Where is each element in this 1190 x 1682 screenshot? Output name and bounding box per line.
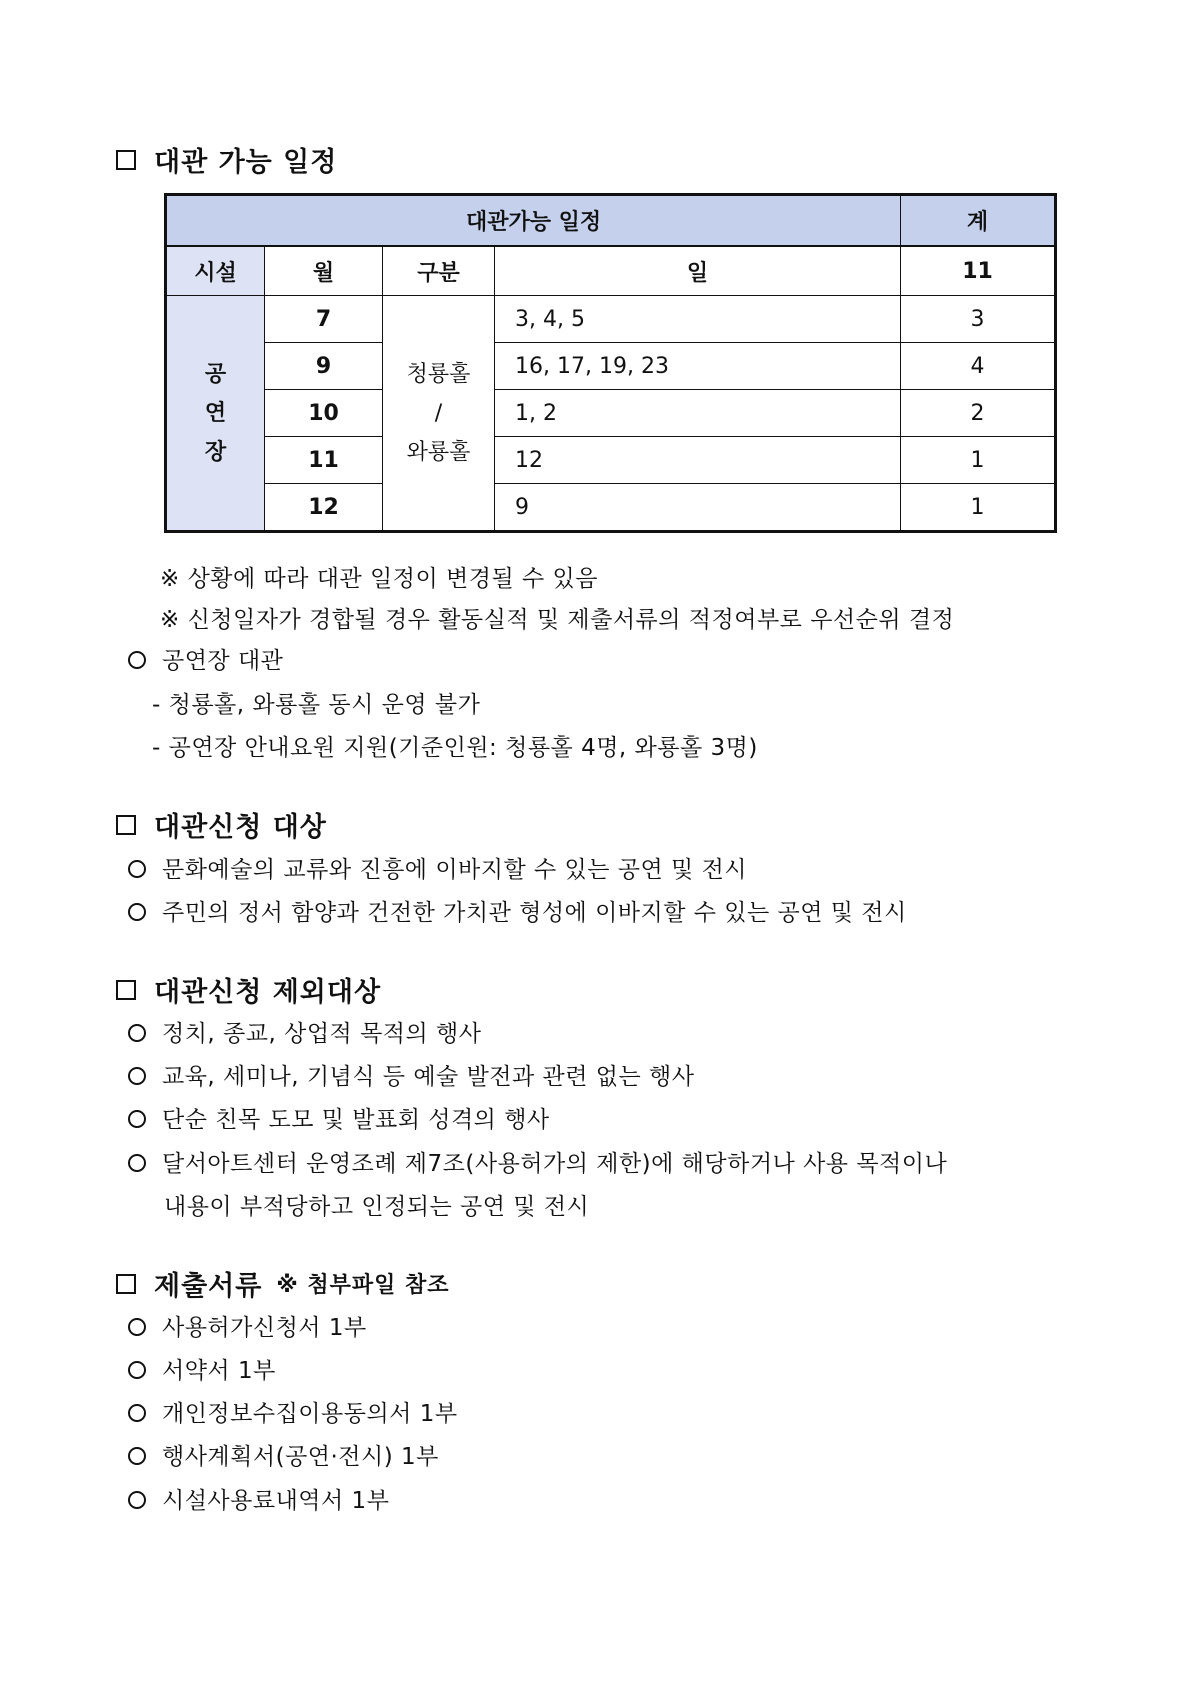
hall-line: 청룡홀 [406,361,471,387]
list-item-text: 단순 친목 도모 및 발표회 성격의 행사 [162,1107,550,1133]
venue-item: - 청룡홀, 와룡홀 동시 운영 불가 [152,692,481,718]
note-line: ※ 신청일자가 경합될 경우 활동실적 및 제출서류의 적정여부로 우선순위 결정 [160,607,955,633]
list-item [128,851,747,884]
circle-bullet-icon [128,1067,146,1085]
list-item [128,1395,458,1428]
table-subheader-row [166,246,1056,296]
table-header-row [166,195,1056,247]
facility-char: 공 [204,361,227,387]
list-item-text: 서약서 1부 [162,1358,276,1384]
section-note: ※ 첨부파일 참조 [276,1273,450,1298]
list-item-text: 교육, 세미나, 기념식 등 예술 발전과 관련 없는 행사 [162,1064,695,1090]
hall-line: 와룡홀 [406,439,471,465]
hall-cell [383,296,495,532]
list-item-continuation: 내용이 부적당하고 인정되는 공연 및 전시 [164,1194,590,1220]
month-cell: 12 [265,484,383,532]
venue-heading [128,642,283,675]
circle-bullet-icon [128,1404,146,1422]
section-title: 대관신청 제외대상 [154,977,382,1008]
table-row [166,343,1056,390]
list-item-text: 사용허가신청서 1부 [162,1315,367,1341]
facility-header: 시설 [166,246,265,296]
section-heading-target [116,805,327,844]
month-cell: 9 [265,343,383,390]
list-item [128,1015,481,1048]
total-count: 11 [901,246,1056,296]
month-cell: 7 [265,296,383,343]
table-row [166,296,1056,343]
days-cell: 3, 4, 5 [495,296,901,343]
section-heading-docs [116,1264,450,1303]
venue-heading-text: 공연장 대관 [162,648,284,674]
count-cell: 4 [901,343,1056,390]
circle-bullet-icon [128,1110,146,1128]
checkbox-square-icon [116,150,136,170]
list-item [128,1352,276,1385]
venue-item: - 공연장 안내요원 지원(기준인원: 청룡홀 4명, 와룡홀 3명) [152,735,758,761]
facility-cell [166,296,265,532]
count-cell: 1 [901,484,1056,532]
checkbox-square-icon [116,1274,136,1294]
list-item [128,894,907,927]
day-header: 일 [495,246,901,296]
count-cell: 3 [901,296,1056,343]
table-row [166,437,1056,484]
circle-bullet-icon [128,651,146,669]
circle-bullet-icon [128,1154,146,1172]
list-item [128,1058,694,1091]
circle-bullet-icon [128,1318,146,1336]
month-cell: 11 [265,437,383,484]
hall-line: / [434,400,443,426]
section-title: 대관신청 대상 [154,812,327,843]
circle-bullet-icon [128,860,146,878]
table-row [166,390,1056,437]
circle-bullet-icon [128,1024,146,1042]
checkbox-square-icon [116,980,136,1000]
list-item [128,1438,439,1471]
circle-bullet-icon [128,1491,146,1509]
days-cell: 9 [495,484,901,532]
facility-char: 연 [204,400,227,426]
list-item-text: 행사계획서(공연·전시) 1부 [162,1444,439,1470]
list-item-text: 시설사용료내역서 1부 [162,1488,390,1514]
count-cell: 2 [901,390,1056,437]
month-header: 월 [265,246,383,296]
list-item-text: 개인정보수집이용동의서 1부 [162,1401,458,1427]
list-item-text: 주민의 정서 함양과 건전한 가치관 형성에 이바지할 수 있는 공연 및 전시 [162,900,907,926]
list-item [128,1482,389,1515]
section-heading-schedule [116,140,337,179]
section-heading-excluded [116,970,381,1009]
table-row [166,484,1056,532]
month-cell: 10 [265,390,383,437]
checkbox-square-icon [116,815,136,835]
category-header: 구분 [383,246,495,296]
days-cell: 12 [495,437,901,484]
list-item [128,1101,550,1134]
days-cell: 16, 17, 19, 23 [495,343,901,390]
circle-bullet-icon [128,1447,146,1465]
list-item-text: 문화예술의 교류와 진흥에 이바지할 수 있는 공연 및 전시 [162,857,748,883]
note-line: ※ 상황에 따라 대관 일정이 변경될 수 있음 [160,566,598,592]
total-header: 계 [901,195,1056,247]
facility-char: 장 [204,439,227,465]
list-item-text: 정치, 종교, 상업적 목적의 행사 [162,1021,482,1047]
section-title: 제출서류 [154,1271,263,1302]
count-cell: 1 [901,437,1056,484]
list-item [128,1145,947,1178]
section-title: 대관 가능 일정 [154,147,338,178]
schedule-table [164,193,1057,533]
schedule-header: 대관가능 일정 [166,195,901,247]
list-item-text: 달서아트센터 운영조례 제7조(사용허가의 제한)에 해당하거나 사용 목적이나 [162,1151,948,1177]
days-cell: 1, 2 [495,390,901,437]
list-item [128,1309,367,1342]
circle-bullet-icon [128,1361,146,1379]
circle-bullet-icon [128,903,146,921]
